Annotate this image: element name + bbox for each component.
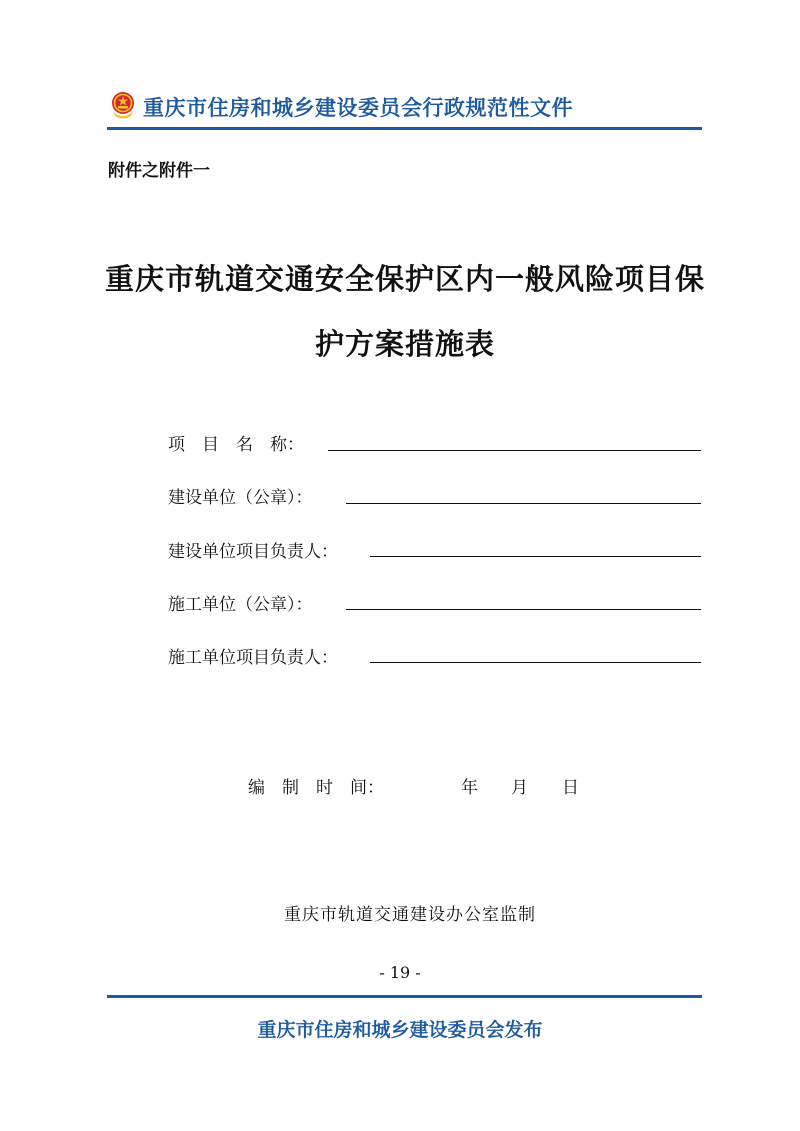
field-line-builder-leader[interactable] [370, 662, 701, 663]
date-month: 月 [511, 778, 528, 798]
field-label-construction-unit: 建设单位（公章）： [168, 488, 313, 508]
document-title-line-1: 重庆市轨道交通安全保护区内一般风险项目保 [104, 262, 705, 296]
date-label: 编 制 时 间： [248, 778, 384, 798]
national-emblem-icon [108, 90, 138, 120]
header-divider [107, 127, 702, 130]
date-day: 日 [562, 778, 579, 798]
page-number: - 19 - [379, 963, 421, 982]
date-year: 年 [461, 778, 478, 798]
field-line-project-name[interactable] [328, 450, 701, 451]
document-title-line-2: 护方案措施表 [314, 327, 495, 361]
field-line-construction-leader[interactable] [370, 556, 701, 557]
field-label-project-name: 项 目 名 称： [168, 435, 304, 455]
field-label-builder-unit: 施工单位（公章）： [168, 595, 313, 615]
field-line-construction-unit[interactable] [346, 503, 701, 504]
footer-publisher: 重庆市住房和城乡建设委员会发布 [257, 1019, 543, 1041]
footer-divider [107, 995, 702, 998]
supervisor-text: 重庆市轨道交通建设办公室监制 [284, 905, 536, 925]
field-label-builder-leader: 施工单位项目负责人： [168, 648, 338, 668]
attachment-label: 附件之附件一 [108, 161, 210, 181]
field-line-builder-unit[interactable] [346, 609, 701, 610]
field-label-construction-leader: 建设单位项目负责人： [168, 542, 338, 562]
header-title: 重庆市住房和城乡建设委员会行政规范性文件 [143, 96, 573, 120]
